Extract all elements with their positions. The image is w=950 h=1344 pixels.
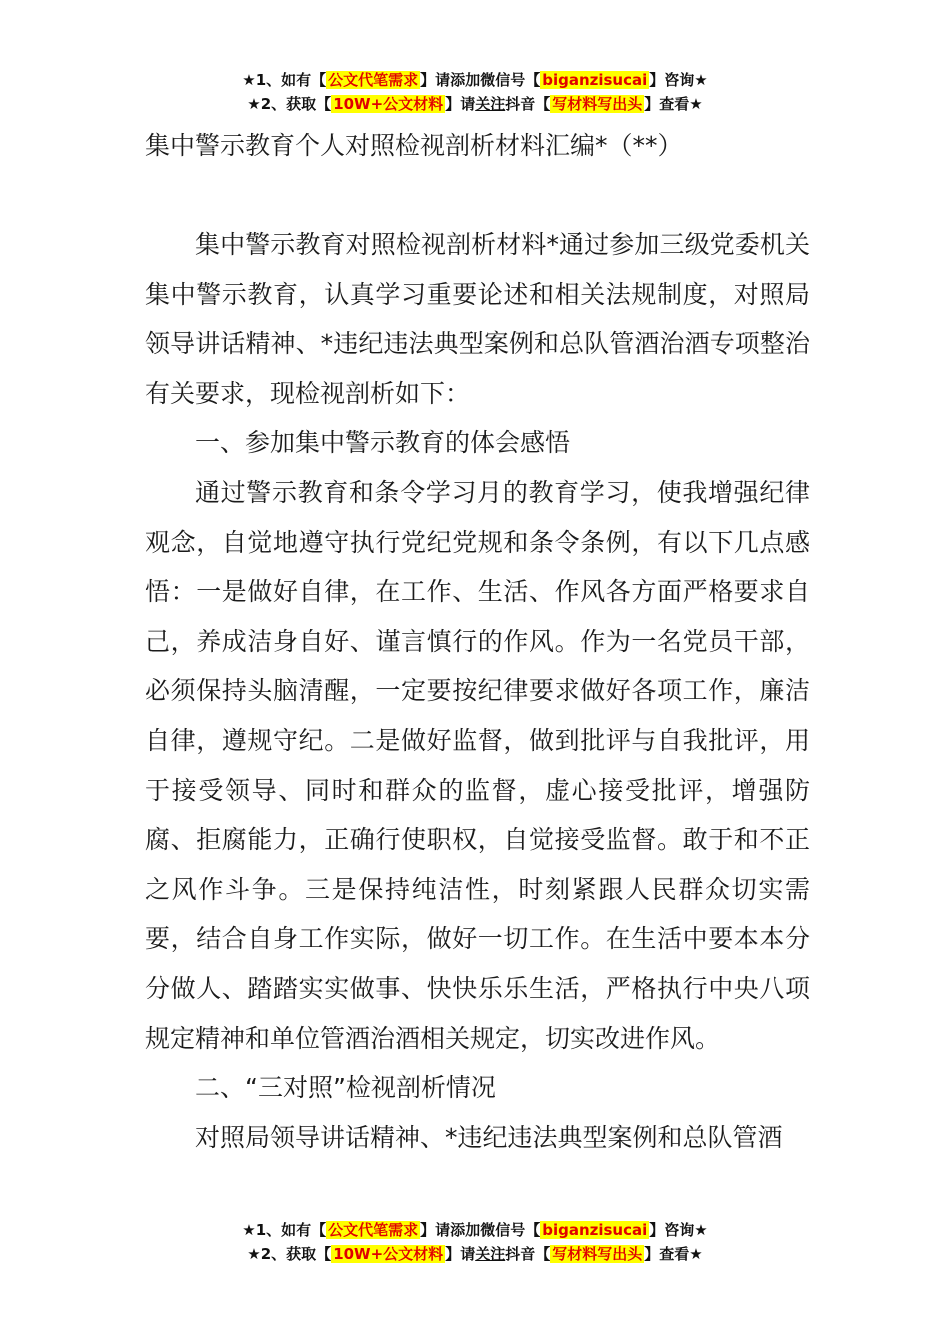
- banner-text: 加: [465, 71, 481, 89]
- highlight-materials: 10W+公文材料: [333, 1245, 444, 1263]
- banner-line-1: [0, 1218, 950, 1242]
- banner-line-1: [0, 68, 950, 92]
- highlight-service: 公文代笔需求: [328, 71, 419, 89]
- banner-text: 1、如有【: [255, 71, 327, 89]
- banner-text: 】请添: [420, 71, 466, 89]
- section-1-paragraph: 通过警示教育和条令学习月的教育学习，使我增强纪律观念，自觉地遵守执行党纪党规和条令条例，有以下几点感悟：一是做好自律，在工作、生活、作风各方面严格要求自己，养成洁身自好、谨言慎行的作风。作为一名党员干部，必须保持头脑清醒，一定要按纪律要求做好各项工作，廉洁自律，遵规守纪。二是做好监督，做到批评与自我批评，用于接受领导、同时和群众的监督，虚心接受批评，增强防腐、拒腐能力，正确行使职权，自觉接受监督。敢于和不正之风作斗争。三是保持纯洁性，时刻紧跟人民群众切实需要，结合自身工作实际，做好一切工作。在生活中要本本分分做人、踏踏实实做事、快快乐乐生活，严格执行中央八项规定精神和单位管酒治酒相关规定，切实改进作风。: [145, 477, 810, 1053]
- footer-banner: [0, 1218, 950, 1266]
- section-2-paragraph: 对照局领导讲话精神、*违纪违法典型案例和总队管酒: [195, 1122, 783, 1152]
- highlight-douyin-account: 写材料写出头: [552, 95, 643, 113]
- banner-text: 关注: [475, 95, 506, 113]
- banner-text: 】请: [445, 95, 476, 113]
- banner-text: 】咨询★: [649, 1221, 708, 1239]
- banner-text: 抖音【: [505, 95, 551, 113]
- highlight-wechat-id: biganzisucai: [542, 1221, 648, 1239]
- banner-text: 抖音【: [505, 1245, 551, 1263]
- intro-paragraph: 集中警示教育对照检视剖析材料*通过参加三级党委机关集中警示教育，认真学习重要论述和相关法规制度，对照局领导讲话精神、*违纪违法典型案例和总队管酒治酒专项整治有关要求，现检视剖析如下：: [145, 230, 810, 408]
- star-icon: ★: [247, 1245, 261, 1263]
- banner-text: 】请添: [420, 1221, 466, 1239]
- banner-text: 】查看★: [644, 95, 703, 113]
- banner-text: 微信号【: [480, 71, 541, 89]
- star-icon: ★: [242, 1221, 256, 1239]
- highlight-materials: 10W+公文材料: [333, 95, 444, 113]
- banner-text: 2、获取【: [260, 1245, 332, 1263]
- banner-text: 2、获取【: [260, 95, 332, 113]
- banner-line-2: [0, 92, 950, 116]
- highlight-douyin-account: 写材料写出头: [552, 1245, 643, 1263]
- banner-text: 1、如有【: [255, 1221, 327, 1239]
- banner-line-2: [0, 1242, 950, 1266]
- section-2-heading: 二、“三对照”检视剖析情况: [195, 1073, 496, 1103]
- banner-text: 】查看★: [644, 1245, 703, 1263]
- banner-text: 加: [465, 1221, 481, 1239]
- star-icon: ★: [242, 71, 256, 89]
- section-1-heading: 一、参加集中警示教育的体会感悟: [195, 428, 571, 458]
- banner-text: 关注: [475, 1245, 506, 1263]
- banner-text: 】咨询★: [649, 71, 708, 89]
- banner-text: 微信号【: [480, 1221, 541, 1239]
- document-body: [145, 220, 810, 1163]
- star-icon: ★: [247, 95, 261, 113]
- banner-text: 】请: [445, 1245, 476, 1263]
- highlight-service: 公文代笔需求: [328, 1221, 419, 1239]
- document-title: 集中警示教育个人对照检视剖析材料汇编*（**）: [145, 131, 683, 160]
- highlight-wechat-id: biganzisucai: [542, 71, 648, 89]
- header-banner: [0, 68, 950, 116]
